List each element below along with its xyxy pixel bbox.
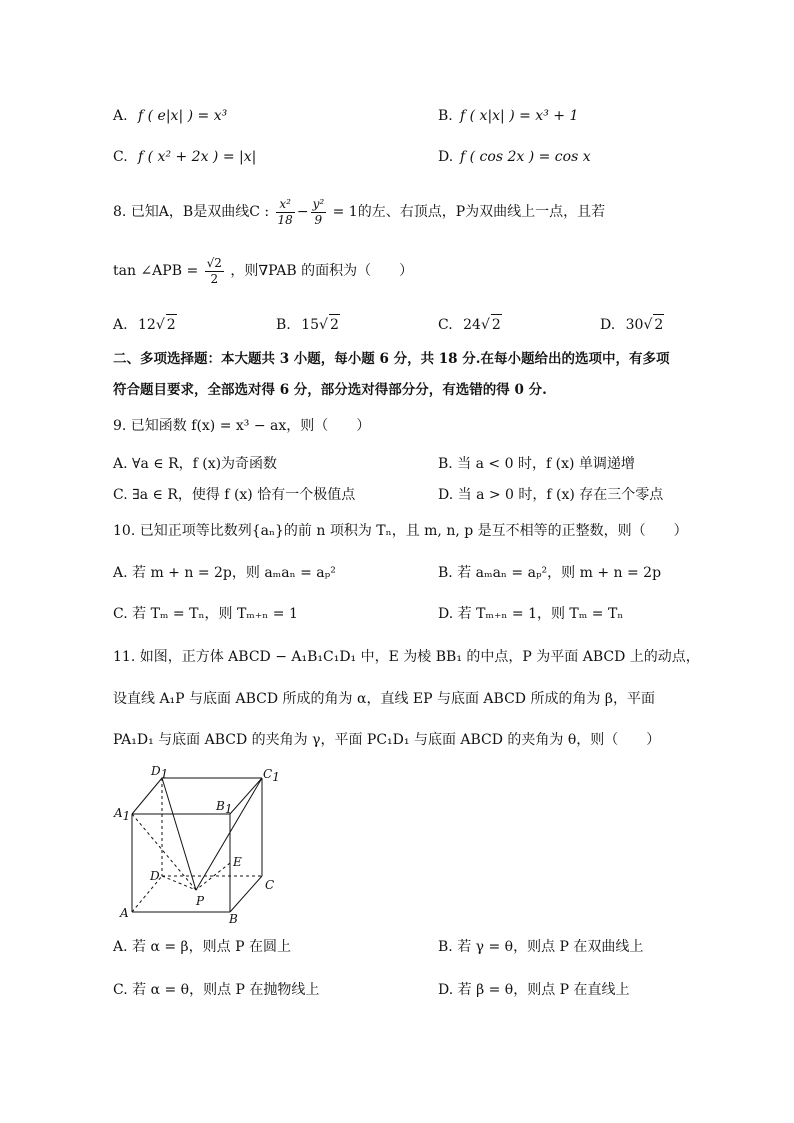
q8-frac-x: [276, 197, 295, 228]
q8-option-a-letter: A.: [113, 317, 128, 333]
q7-option-b[interactable]: B.: [438, 108, 453, 124]
q8-option-d-coef: 30: [625, 317, 644, 333]
edge-a1-d1: [132, 778, 162, 814]
q8-option-b-letter: B.: [276, 317, 291, 333]
q10-option-d[interactable]: D. 若 Tₘ₊ₙ = 1，则 Tₘ = Tₙ: [438, 606, 624, 622]
q8-option-c[interactable]: C. 24√ 2: [438, 314, 502, 335]
q8-frac-y-num: y²: [312, 196, 325, 211]
q11-option-b[interactable]: B. 若 γ = θ，则点 P 在双曲线上: [438, 939, 644, 955]
q7-option-a-text: f ( e|x| ) = x³: [138, 108, 228, 124]
line-d-p: [162, 876, 196, 890]
q8-stem-a: 已知A，B是双曲线C :: [130, 204, 270, 220]
q8-stem-b: = 1的左、右顶点，P为双曲线上一点，且若: [332, 204, 606, 220]
q11-stem-line2: 设直线 A₁P 与底面 ABCD 所成的角为 α，直线 EP 与底面 ABCD 所成的角为 β，平面: [113, 691, 656, 707]
q10-option-b[interactable]: B. 若 aₘaₙ = aₚ²，则 m + n = 2p: [438, 565, 662, 581]
q8-option-a[interactable]: A. 12√ 2: [113, 314, 177, 335]
q9-stem: 9. 已知函数 f(x) = x³ − ax，则（ ）: [113, 418, 371, 434]
q8-option-a-coef: 12: [138, 317, 156, 333]
q8-option-d-letter: D.: [600, 317, 616, 333]
q8-option-c-rad: 2: [491, 314, 502, 335]
q8-option-d[interactable]: D. 30√ 2: [600, 314, 664, 335]
q8-option-c-letter: C.: [438, 317, 453, 333]
cube-figure: [112, 762, 282, 924]
q8-tan: tan ∠APB =: [113, 263, 199, 279]
q8-stem-line1: [113, 196, 605, 228]
q9-option-b[interactable]: B. 当 a < 0 时，f (x) 单调递增: [438, 456, 635, 472]
q8-number: 8.: [113, 204, 127, 220]
q11-option-c[interactable]: C. 若 α = θ，则点 P 在抛物线上: [113, 982, 320, 998]
edge-b-c: [230, 876, 262, 912]
q11-stem-line1: 11. 如图，正方体 ABCD − A₁B₁C₁D₁ 中，E 为棱 BB₁ 的中点，P 为平面 ABCD 上的动点，: [113, 649, 700, 665]
q10-stem: 10. 已知正项等比数列{aₙ}的前 n 项积为 Tₙ，且 m, n, p 是互不相等的正整数，则（ ）: [113, 523, 688, 539]
label-a: A: [120, 906, 129, 920]
q8-option-b-rad: 2: [329, 314, 340, 335]
line-d1-p: [162, 778, 196, 890]
line-a1-p: [132, 814, 196, 890]
q8-frac-y: [311, 197, 327, 228]
label-e: E: [233, 855, 242, 869]
q8-frac-x-num: x²: [276, 197, 295, 213]
edge-b1-c1: [230, 778, 262, 814]
q8-frac-y-den: 9: [314, 212, 323, 227]
q8-stem-line2: [113, 254, 413, 288]
label-d: D: [150, 869, 160, 883]
q8-option-b-coef: 15: [301, 317, 320, 333]
q9-option-d[interactable]: D. 当 a > 0 时，f (x) 存在三个零点: [438, 487, 664, 503]
q8-frac-x-den: 18: [277, 212, 293, 227]
q7-option-b-text: f ( x|x| ) = x³ + 1: [460, 108, 579, 124]
label-d1: D1: [151, 764, 169, 781]
q10-option-c[interactable]: C. 若 Tₘ = Tₙ，则 Tₘ₊ₙ = 1: [113, 606, 298, 622]
label-c1: C1: [263, 767, 280, 784]
q11-stem-line3: PA₁D₁ 与底面 ABCD 的夹角为 γ，平面 PC₁D₁ 与底面 ABCD 的夹角为 θ，则（ ）: [113, 732, 661, 748]
q9-option-c[interactable]: C. ∃a ∈ R，使得 f (x) 恰有一个极值点: [113, 487, 356, 503]
q8-stem-end: ，则∇PAB 的面积为（ ）: [230, 263, 414, 279]
q7-option-d[interactable]: D.: [438, 149, 454, 165]
q7-option-d-text: f ( cos 2x ) = cos x: [460, 149, 591, 165]
section-2-heading-line1: 二、多项选择题：本大题共 3 小题，每小题 6 分，共 18 分.在每小题给出的选项中，有多项: [113, 351, 670, 367]
line-c1-p: [196, 778, 262, 890]
q8-frac-tan-den: 2: [210, 271, 219, 286]
label-c: C: [265, 878, 275, 892]
q7-option-c-text: f ( x² + 2x ) = |x|: [138, 149, 257, 165]
q7-option-a[interactable]: A.: [113, 108, 128, 124]
q7-option-c[interactable]: C.: [113, 149, 128, 165]
q8-option-b[interactable]: B. 15√ 2: [276, 314, 340, 335]
q11-option-d[interactable]: D. 若 β = θ，则点 P 在直线上: [438, 982, 630, 998]
q8-minus: −: [296, 204, 309, 220]
q8-option-a-rad: 2: [166, 314, 177, 335]
q8-option-c-coef: 24: [463, 317, 481, 333]
q9-option-a[interactable]: A. ∀a ∈ R，f (x)为奇函数: [113, 456, 278, 472]
label-p: P: [196, 894, 205, 908]
section-2-heading-line2: 符合题目要求，全部选对得 6 分，部分选对得部分分，有选错的得 0 分.: [113, 382, 547, 398]
q8-frac-tan-num: √2: [206, 255, 222, 270]
label-a1: A1: [114, 806, 131, 823]
label-b1: B1: [216, 799, 233, 816]
q11-option-a[interactable]: A. 若 α = β，则点 P 在圆上: [113, 939, 291, 955]
q8-option-d-rad: 2: [653, 314, 664, 335]
q8-frac-tan: [205, 256, 224, 287]
q10-option-a[interactable]: A. 若 m + n = 2p，则 aₘaₙ = aₚ²: [113, 565, 336, 581]
label-b: B: [229, 912, 238, 924]
